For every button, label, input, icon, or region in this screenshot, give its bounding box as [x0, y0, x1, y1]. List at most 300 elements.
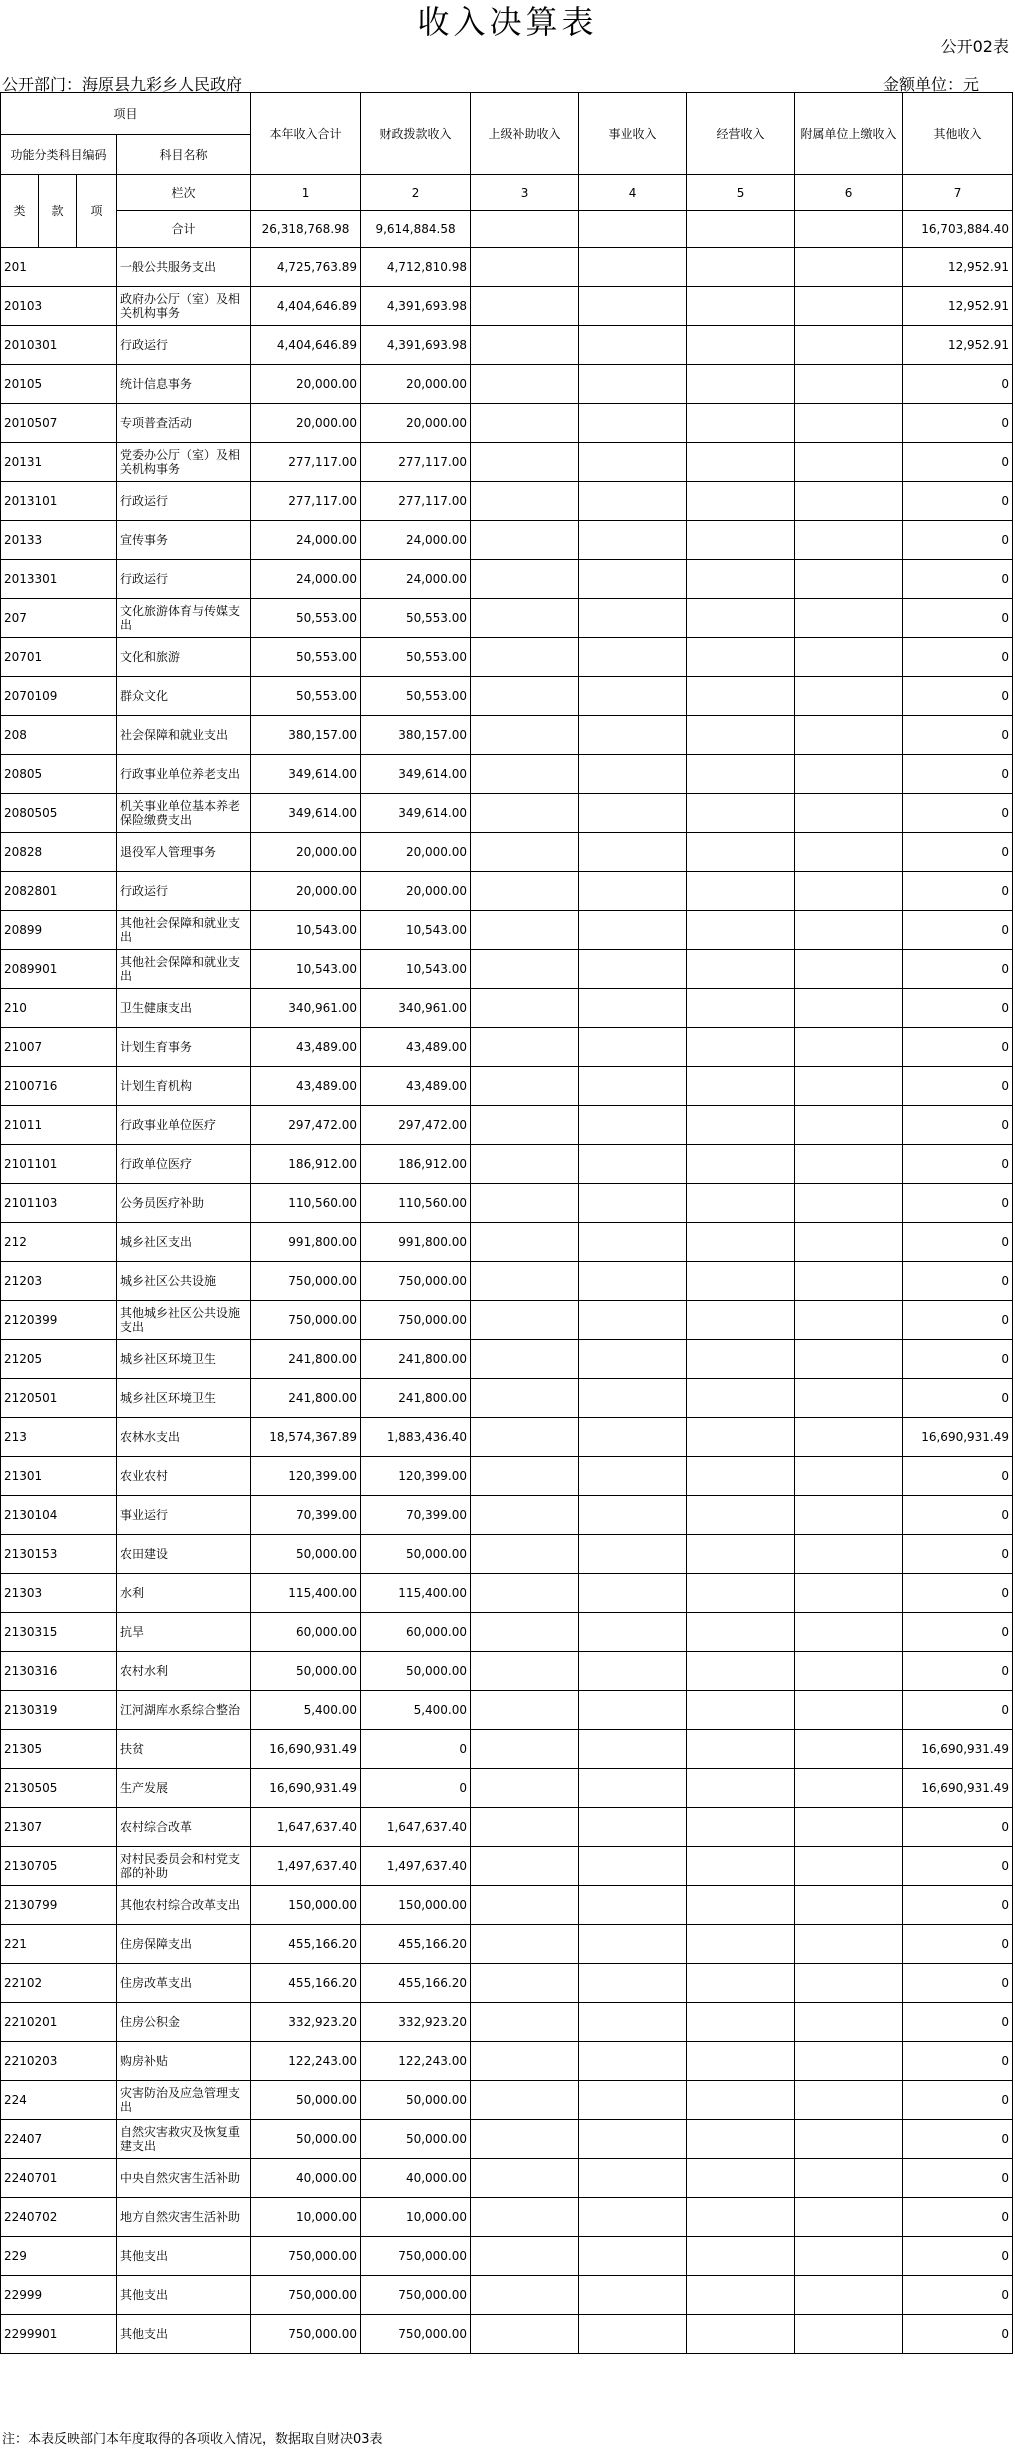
superior-cell [471, 1691, 579, 1730]
affiliated-cell [795, 716, 903, 755]
table-row [1, 1964, 1013, 2003]
operating-cell [687, 833, 795, 872]
total-income-cell: 70,399.00 [251, 1496, 361, 1535]
table-row [1, 1379, 1013, 1418]
total-income-cell: 43,489.00 [251, 1067, 361, 1106]
code-cell: 2101103 [1, 1184, 117, 1223]
business-cell [579, 1652, 687, 1691]
other-cell: 0 [903, 755, 1013, 794]
affiliated-cell [795, 2198, 903, 2237]
code-cell: 208 [1, 716, 117, 755]
other-cell: 0 [903, 560, 1013, 599]
table-row [1, 2276, 1013, 2315]
total-income-cell: 455,166.20 [251, 1925, 361, 1964]
other-cell: 0 [903, 1301, 1013, 1340]
total-income-cell: 40,000.00 [251, 2159, 361, 2198]
subject-name-cell: 一般公共服务支出 [117, 248, 251, 287]
total-income-cell: 380,157.00 [251, 716, 361, 755]
operating-cell [687, 1496, 795, 1535]
fiscal-cell: 70,399.00 [361, 1496, 471, 1535]
business-cell [579, 1028, 687, 1067]
other-cell: 0 [903, 1886, 1013, 1925]
affiliated-cell [795, 1886, 903, 1925]
operating-cell [687, 1184, 795, 1223]
superior-cell [471, 1457, 579, 1496]
total-income-cell: 455,166.20 [251, 1964, 361, 2003]
fiscal-cell: 186,912.00 [361, 1145, 471, 1184]
operating-cell [687, 1886, 795, 1925]
other-cell: 0 [903, 1223, 1013, 1262]
operating-cell [687, 1145, 795, 1184]
table-row [1, 1340, 1013, 1379]
affiliated-cell [795, 1847, 903, 1886]
table-row [1, 2081, 1013, 2120]
header-business: 事业收入 [579, 93, 687, 175]
code-cell: 21205 [1, 1340, 117, 1379]
other-cell: 0 [903, 365, 1013, 404]
fiscal-cell: 277,117.00 [361, 443, 471, 482]
fiscal-cell: 349,614.00 [361, 794, 471, 833]
affiliated-cell [795, 2003, 903, 2042]
total-income-cell: 50,000.00 [251, 1535, 361, 1574]
affiliated-cell [795, 365, 903, 404]
business-cell [579, 1847, 687, 1886]
total-income-cell: 110,560.00 [251, 1184, 361, 1223]
business-cell [579, 1301, 687, 1340]
other-cell: 0 [903, 2198, 1013, 2237]
other-cell: 0 [903, 2003, 1013, 2042]
affiliated-cell [795, 2042, 903, 2081]
operating-cell [687, 1301, 795, 1340]
table-row [1, 638, 1013, 677]
subject-name-cell: 其他城乡社区公共设施支出 [117, 1301, 251, 1340]
total-income-cell: 10,000.00 [251, 2198, 361, 2237]
operating-cell [687, 1847, 795, 1886]
operating-cell [687, 794, 795, 833]
subject-name-cell: 地方自然灾害生活补助 [117, 2198, 251, 2237]
affiliated-cell [795, 1691, 903, 1730]
subject-name-cell: 其他农村综合改革支出 [117, 1886, 251, 1925]
other-cell: 0 [903, 1613, 1013, 1652]
superior-cell [471, 1418, 579, 1457]
fiscal-cell: 50,553.00 [361, 599, 471, 638]
affiliated-cell [795, 326, 903, 365]
fiscal-cell: 241,800.00 [361, 1340, 471, 1379]
header-xiang: 项 [77, 175, 117, 248]
subject-name-cell: 社会保障和就业支出 [117, 716, 251, 755]
operating-cell [687, 1613, 795, 1652]
code-cell: 2130705 [1, 1847, 117, 1886]
superior-cell [471, 1574, 579, 1613]
fiscal-cell: 20,000.00 [361, 404, 471, 443]
superior-cell [471, 1184, 579, 1223]
code-cell: 2130799 [1, 1886, 117, 1925]
fiscal-cell: 50,553.00 [361, 677, 471, 716]
other-cell: 0 [903, 1925, 1013, 1964]
table-row [1, 560, 1013, 599]
business-cell [579, 755, 687, 794]
other-cell: 0 [903, 872, 1013, 911]
affiliated-cell [795, 1457, 903, 1496]
total-income-cell: 241,800.00 [251, 1379, 361, 1418]
subject-name-cell: 扶贫 [117, 1730, 251, 1769]
operating-cell [687, 443, 795, 482]
affiliated-cell [795, 1496, 903, 1535]
business-cell [579, 2237, 687, 2276]
business-cell [579, 638, 687, 677]
fiscal-cell: 20,000.00 [361, 872, 471, 911]
superior-cell [471, 716, 579, 755]
total-income-cell: 1,647,637.40 [251, 1808, 361, 1847]
business-cell [579, 833, 687, 872]
table-row [1, 1457, 1013, 1496]
business-cell [579, 1457, 687, 1496]
subject-name-cell: 农田建设 [117, 1535, 251, 1574]
other-cell: 0 [903, 1574, 1013, 1613]
fiscal-cell: 10,543.00 [361, 950, 471, 989]
business-cell [579, 872, 687, 911]
code-cell: 210 [1, 989, 117, 1028]
other-cell: 0 [903, 1496, 1013, 1535]
table-row [1, 1106, 1013, 1145]
page-title: 收入决算表 [417, 3, 598, 41]
total-income-cell: 122,243.00 [251, 2042, 361, 2081]
code-cell: 22999 [1, 2276, 117, 2315]
subject-name-cell: 计划生育事务 [117, 1028, 251, 1067]
fiscal-cell: 455,166.20 [361, 1964, 471, 2003]
superior-cell [471, 1964, 579, 2003]
subject-name-cell: 专项普查活动 [117, 404, 251, 443]
business-cell [579, 1886, 687, 1925]
form-code: 公开02表 [940, 37, 1009, 56]
other-cell: 0 [903, 482, 1013, 521]
superior-cell [471, 248, 579, 287]
affiliated-cell [795, 248, 903, 287]
total-income-cell: 349,614.00 [251, 794, 361, 833]
fiscal-cell: 50,553.00 [361, 638, 471, 677]
col-number-5: 5 [687, 175, 795, 211]
total-income-cell: 4,725,763.89 [251, 248, 361, 287]
department-label: 公开部门：海原县九彩乡人民政府 [2, 75, 243, 94]
superior-cell [471, 2003, 579, 2042]
superior-cell [471, 1379, 579, 1418]
total-income-cell: 24,000.00 [251, 521, 361, 560]
operating-cell [687, 2120, 795, 2159]
code-cell: 2120501 [1, 1379, 117, 1418]
operating-cell [687, 1379, 795, 1418]
code-cell: 2240701 [1, 2159, 117, 2198]
business-cell [579, 1379, 687, 1418]
subject-name-cell: 行政运行 [117, 560, 251, 599]
code-cell: 2130319 [1, 1691, 117, 1730]
table-body [1, 93, 1013, 2354]
total-income-cell: 4,404,646.89 [251, 287, 361, 326]
subject-name-cell: 机关事业单位基本养老保险缴费支出 [117, 794, 251, 833]
subject-name-cell: 灾害防治及应急管理支出 [117, 2081, 251, 2120]
business-cell [579, 1496, 687, 1535]
code-cell: 224 [1, 2081, 117, 2120]
operating-cell [687, 989, 795, 1028]
fiscal-cell: 50,000.00 [361, 2081, 471, 2120]
subject-name-cell: 退役军人管理事务 [117, 833, 251, 872]
col-number-7: 7 [903, 175, 1013, 211]
fiscal-cell: 349,614.00 [361, 755, 471, 794]
operating-cell [687, 365, 795, 404]
superior-cell [471, 911, 579, 950]
code-cell: 2080505 [1, 794, 117, 833]
business-cell [579, 1145, 687, 1184]
affiliated-cell [795, 872, 903, 911]
total-income-cell: 750,000.00 [251, 2276, 361, 2315]
fiscal-cell: 115,400.00 [361, 1574, 471, 1613]
operating-cell [687, 1730, 795, 1769]
superior-cell [471, 1535, 579, 1574]
business-cell [579, 248, 687, 287]
business-cell [579, 2120, 687, 2159]
code-cell: 2210203 [1, 2042, 117, 2081]
subject-name-cell: 对村民委员会和村党支部的补助 [117, 1847, 251, 1886]
total-operating-value [687, 211, 795, 248]
operating-cell [687, 2237, 795, 2276]
superior-cell [471, 287, 579, 326]
superior-cell [471, 1613, 579, 1652]
total-income-cell: 20,000.00 [251, 833, 361, 872]
operating-cell [687, 1769, 795, 1808]
affiliated-cell [795, 2120, 903, 2159]
code-cell: 21301 [1, 1457, 117, 1496]
code-cell: 229 [1, 2237, 117, 2276]
affiliated-cell [795, 1145, 903, 1184]
superior-cell [471, 1340, 579, 1379]
fiscal-cell: 120,399.00 [361, 1457, 471, 1496]
other-cell: 0 [903, 1535, 1013, 1574]
subject-name-cell: 其他支出 [117, 2237, 251, 2276]
fiscal-cell: 122,243.00 [361, 2042, 471, 2081]
superior-cell [471, 638, 579, 677]
code-cell: 20133 [1, 521, 117, 560]
business-cell [579, 2003, 687, 2042]
other-cell: 0 [903, 599, 1013, 638]
other-cell: 0 [903, 1379, 1013, 1418]
table-row [1, 1730, 1013, 1769]
total-income-value: 26,318,768.98 [251, 211, 361, 248]
other-cell: 0 [903, 833, 1013, 872]
fiscal-cell: 0 [361, 1769, 471, 1808]
operating-cell [687, 677, 795, 716]
other-cell: 12,952.91 [903, 287, 1013, 326]
superior-cell [471, 521, 579, 560]
table-row [1, 1184, 1013, 1223]
affiliated-cell [795, 638, 903, 677]
superior-cell [471, 365, 579, 404]
total-income-cell: 50,000.00 [251, 2081, 361, 2120]
business-cell [579, 677, 687, 716]
total-income-cell: 50,553.00 [251, 677, 361, 716]
operating-cell [687, 521, 795, 560]
table-row [1, 1028, 1013, 1067]
subject-name-cell: 城乡社区支出 [117, 1223, 251, 1262]
business-cell [579, 365, 687, 404]
other-cell: 0 [903, 2159, 1013, 2198]
fiscal-cell: 4,391,693.98 [361, 287, 471, 326]
affiliated-cell [795, 482, 903, 521]
subject-name-cell: 购房补贴 [117, 2042, 251, 2081]
total-other-value: 16,703,884.40 [903, 211, 1013, 248]
business-cell [579, 716, 687, 755]
code-cell: 20701 [1, 638, 117, 677]
code-cell: 22102 [1, 1964, 117, 2003]
business-cell [579, 1574, 687, 1613]
operating-cell [687, 2315, 795, 2354]
superior-cell [471, 1028, 579, 1067]
table-row [1, 2315, 1013, 2354]
table-row [1, 2120, 1013, 2159]
fiscal-cell: 60,000.00 [361, 1613, 471, 1652]
subject-name-cell: 行政事业单位养老支出 [117, 755, 251, 794]
subject-name-cell: 中央自然灾害生活补助 [117, 2159, 251, 2198]
total-income-cell: 10,543.00 [251, 911, 361, 950]
affiliated-cell [795, 1964, 903, 2003]
code-cell: 21303 [1, 1574, 117, 1613]
superior-cell [471, 2276, 579, 2315]
code-cell: 2210201 [1, 2003, 117, 2042]
total-label: 合计 [117, 211, 251, 248]
table-row [1, 1613, 1013, 1652]
operating-cell [687, 1340, 795, 1379]
code-cell: 213 [1, 1418, 117, 1457]
other-cell: 0 [903, 1028, 1013, 1067]
total-income-cell: 186,912.00 [251, 1145, 361, 1184]
other-cell: 12,952.91 [903, 326, 1013, 365]
affiliated-cell [795, 1418, 903, 1457]
table-row [1, 794, 1013, 833]
code-cell: 21307 [1, 1808, 117, 1847]
affiliated-cell [795, 1028, 903, 1067]
code-cell: 21007 [1, 1028, 117, 1067]
subject-name-cell: 事业运行 [117, 1496, 251, 1535]
subject-name-cell: 文化和旅游 [117, 638, 251, 677]
col-number-2: 2 [361, 175, 471, 211]
header-superior: 上级补助收入 [471, 93, 579, 175]
fiscal-cell: 991,800.00 [361, 1223, 471, 1262]
business-cell [579, 950, 687, 989]
header-operating: 经营收入 [687, 93, 795, 175]
code-cell: 20131 [1, 443, 117, 482]
fiscal-cell: 10,000.00 [361, 2198, 471, 2237]
operating-cell [687, 872, 795, 911]
superior-cell [471, 2237, 579, 2276]
other-cell: 0 [903, 794, 1013, 833]
total-income-cell: 150,000.00 [251, 1886, 361, 1925]
other-cell: 0 [903, 1457, 1013, 1496]
business-cell [579, 2159, 687, 2198]
superior-cell [471, 326, 579, 365]
code-cell: 20805 [1, 755, 117, 794]
table-row [1, 1067, 1013, 1106]
table-row [1, 521, 1013, 560]
business-cell [579, 482, 687, 521]
header-lei: 类 [1, 175, 39, 248]
table-row [1, 1535, 1013, 1574]
subject-name-cell: 宣传事务 [117, 521, 251, 560]
subject-name-cell: 行政事业单位医疗 [117, 1106, 251, 1145]
affiliated-cell [795, 2081, 903, 2120]
superior-cell [471, 1067, 579, 1106]
superior-cell [471, 404, 579, 443]
table-row [1, 1886, 1013, 1925]
affiliated-cell [795, 1769, 903, 1808]
other-cell: 0 [903, 716, 1013, 755]
affiliated-cell [795, 989, 903, 1028]
operating-cell [687, 2081, 795, 2120]
fiscal-cell: 241,800.00 [361, 1379, 471, 1418]
fiscal-cell: 50,000.00 [361, 2120, 471, 2159]
table-row [1, 1925, 1013, 1964]
subject-name-cell: 住房保障支出 [117, 1925, 251, 1964]
other-cell: 0 [903, 1691, 1013, 1730]
subject-name-cell: 行政运行 [117, 326, 251, 365]
superior-cell [471, 2315, 579, 2354]
affiliated-cell [795, 755, 903, 794]
operating-cell [687, 2159, 795, 2198]
col-number-4: 4 [579, 175, 687, 211]
table-row [1, 2198, 1013, 2237]
fiscal-cell: 50,000.00 [361, 1535, 471, 1574]
operating-cell [687, 1106, 795, 1145]
header-kuan: 款 [39, 175, 77, 248]
subject-name-cell: 党委办公厅（室）及相关机构事务 [117, 443, 251, 482]
business-cell [579, 1613, 687, 1652]
operating-cell [687, 1964, 795, 2003]
total-income-cell: 277,117.00 [251, 482, 361, 521]
header-item: 项目 [1, 93, 251, 135]
code-cell: 2120399 [1, 1301, 117, 1340]
superior-cell [471, 1925, 579, 1964]
business-cell [579, 2276, 687, 2315]
other-cell: 0 [903, 404, 1013, 443]
other-cell: 0 [903, 2120, 1013, 2159]
superior-cell [471, 482, 579, 521]
subject-name-cell: 住房公积金 [117, 2003, 251, 2042]
subject-name-cell: 其他社会保障和就业支出 [117, 950, 251, 989]
superior-cell [471, 950, 579, 989]
fiscal-cell: 750,000.00 [361, 2315, 471, 2354]
business-cell [579, 1106, 687, 1145]
subject-name-cell: 生产发展 [117, 1769, 251, 1808]
affiliated-cell [795, 1340, 903, 1379]
fiscal-cell: 750,000.00 [361, 2237, 471, 2276]
fiscal-cell: 332,923.20 [361, 2003, 471, 2042]
operating-cell [687, 1457, 795, 1496]
table-row [1, 716, 1013, 755]
other-cell: 0 [903, 1340, 1013, 1379]
affiliated-cell [795, 1379, 903, 1418]
table-row [1, 911, 1013, 950]
operating-cell [687, 2042, 795, 2081]
fiscal-cell: 4,391,693.98 [361, 326, 471, 365]
other-cell: 0 [903, 1262, 1013, 1301]
table-row [1, 755, 1013, 794]
operating-cell [687, 950, 795, 989]
total-income-cell: 50,000.00 [251, 2120, 361, 2159]
operating-cell [687, 1925, 795, 1964]
affiliated-cell [795, 2276, 903, 2315]
total-business-value [579, 211, 687, 248]
subject-name-cell: 行政运行 [117, 872, 251, 911]
affiliated-cell [795, 1730, 903, 1769]
total-income-cell: 50,553.00 [251, 638, 361, 677]
operating-cell [687, 482, 795, 521]
